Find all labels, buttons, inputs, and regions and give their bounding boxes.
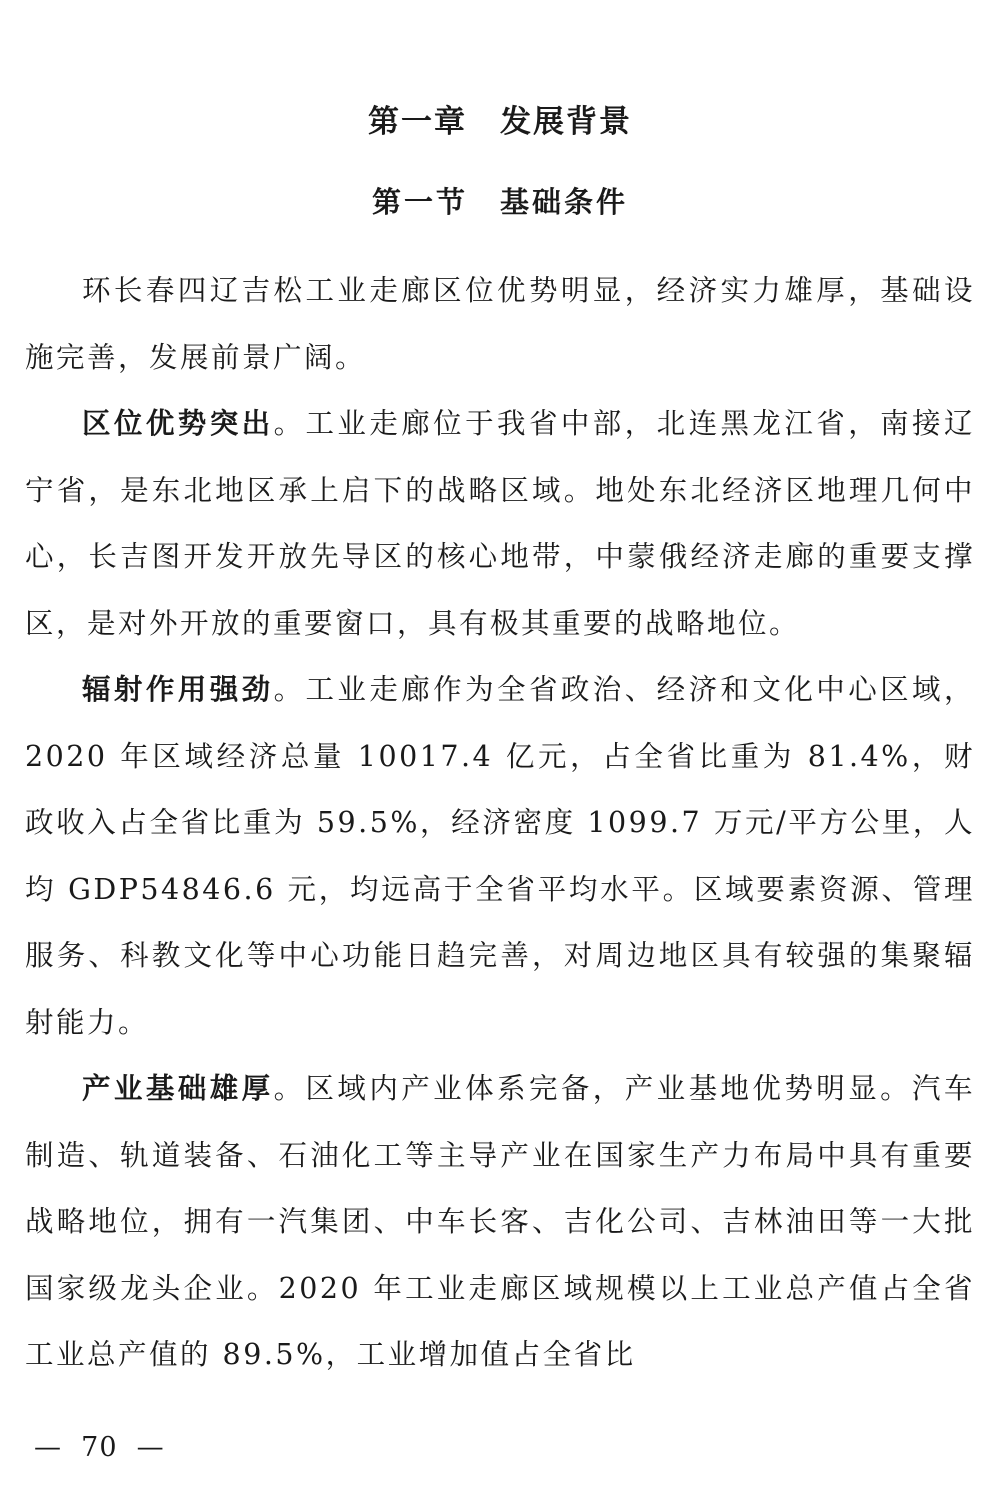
paragraph-lead: 产业基础雄厚 xyxy=(82,1072,274,1105)
chapter-title: 第一章 发展背景 xyxy=(368,104,632,140)
paragraph-lead: 辐射作用强劲 xyxy=(82,673,274,706)
section-title: 第一节 基础条件 xyxy=(371,185,628,219)
paragraph-text: 。区域内产业体系完备，产业基地优势明显。汽车制造、轨道装备、石油化工等主导产业在国家生产力布局中具有重要战略地位，拥有一汽集团、中车长客、吉化公司、吉林油田等一大批国家级龙头企业。2020 年工业走廊区域规模以上工业总产值占全省工业总产值的 89.5%，工业增加值占全省比 xyxy=(25,1072,975,1371)
paragraph-industry xyxy=(25,1056,975,1389)
page-number: — 70 — xyxy=(34,1432,165,1463)
paragraph-radiation xyxy=(25,657,975,1056)
body-text xyxy=(25,258,975,1389)
paragraph-lead: 区位优势突出 xyxy=(82,407,274,440)
paragraph-intro xyxy=(25,258,975,391)
paragraph-location xyxy=(25,391,975,657)
paragraph-text: 环长春四辽吉松工业走廊区位优势明显，经济实力雄厚，基础设施完善，发展前景广阔。 xyxy=(25,274,975,374)
paragraph-text: 。工业走廊作为全省政治、经济和文化中心区域，2020 年区域经济总量 10017.4 亿元，占全省比重为 81.4%，财政收入占全省比重为 59.5%，经济密度 1099.7 万元/平方公里，人均 GDP54846.6 元，均远高于全省平均水平。区域要素资源、管理服务、科教文化等中心功能日趋完善，对周边地区具有较强的集聚辐射能力。 xyxy=(25,673,975,1039)
paragraph-text: 。工业走廊位于我省中部，北连黑龙江省，南接辽宁省，是东北地区承上启下的战略区域。地处东北经济区地理几何中心，长吉图开发开放先导区的核心地带，中蒙俄经济走廊的重要支撑区，是对外开放的重要窗口，具有极其重要的战略地位。 xyxy=(25,407,975,640)
